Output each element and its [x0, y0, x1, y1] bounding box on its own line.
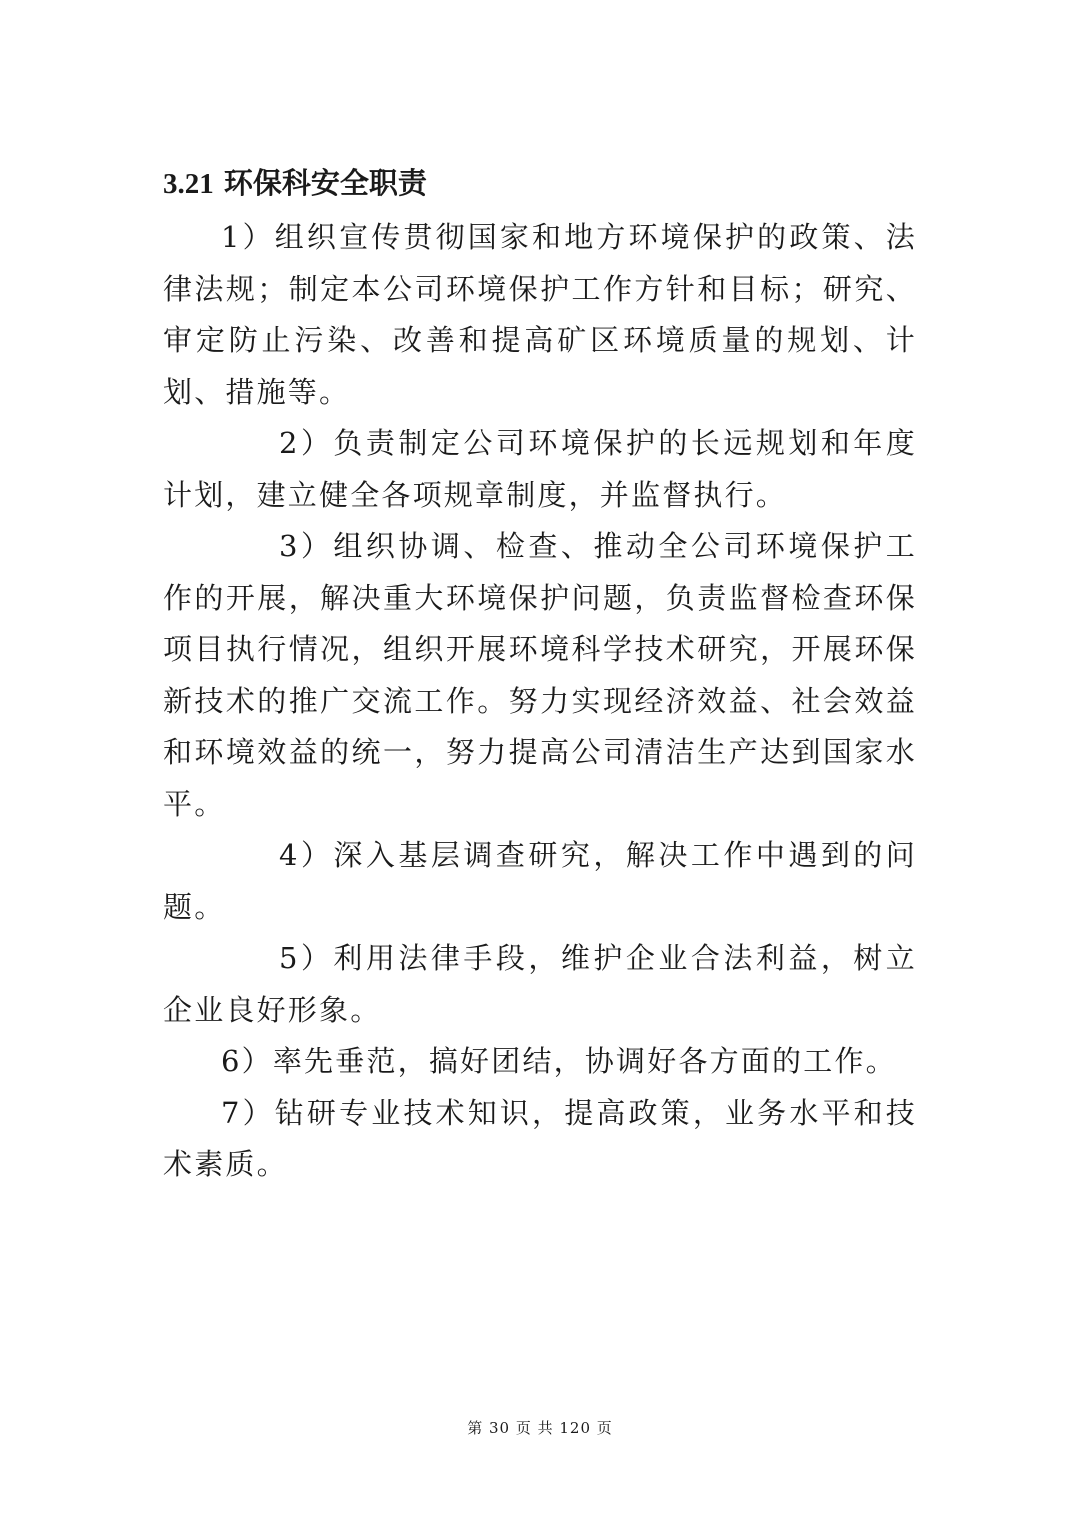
duty-item-4: 4）深入基层调查研究，解决工作中遇到的问题。	[163, 838, 917, 924]
page-footer: 第 30 页 共 120 页	[467, 1419, 613, 1437]
duty-item-1: 1）组织宣传贯彻国家和地方环境保护的政策、法律法规；制定本公司环境保护工作方针和目标；研究、审定防止污染、改善和提高矿区环境质量的规划、计划、措施等。	[163, 220, 917, 409]
section-number: 3.21	[163, 168, 214, 200]
duty-item-5: 5）利用法律手段，维护企业合法利益，树立企业良好形象。	[163, 941, 917, 1027]
section-title: 环保科安全职责	[223, 166, 427, 200]
duty-item-6: 6）率先垂范，搞好团结，协调好各方面的工作。	[221, 1044, 897, 1078]
section-body	[163, 212, 917, 1191]
duty-item-3: 3）组织协调、检查、推动全公司环境保护工作的开展，解决重大环境保护问题，负责监督检查环保项目执行情况，组织开展环境科学技术研究，开展环保新技术的推广交流工作。努力实现经济效益、社会效益和环境效益的统一，努力提高公司清洁生产达到国家水平。	[163, 529, 917, 821]
duty-item-2: 2）负责制定公司环境保护的长远规划和年度计划，建立健全各项规章制度，并监督执行。	[163, 426, 917, 512]
duty-item-7: 7）钻研专业技术知识，提高政策，业务水平和技术素质。	[163, 1095, 917, 1181]
section-heading	[163, 163, 427, 204]
